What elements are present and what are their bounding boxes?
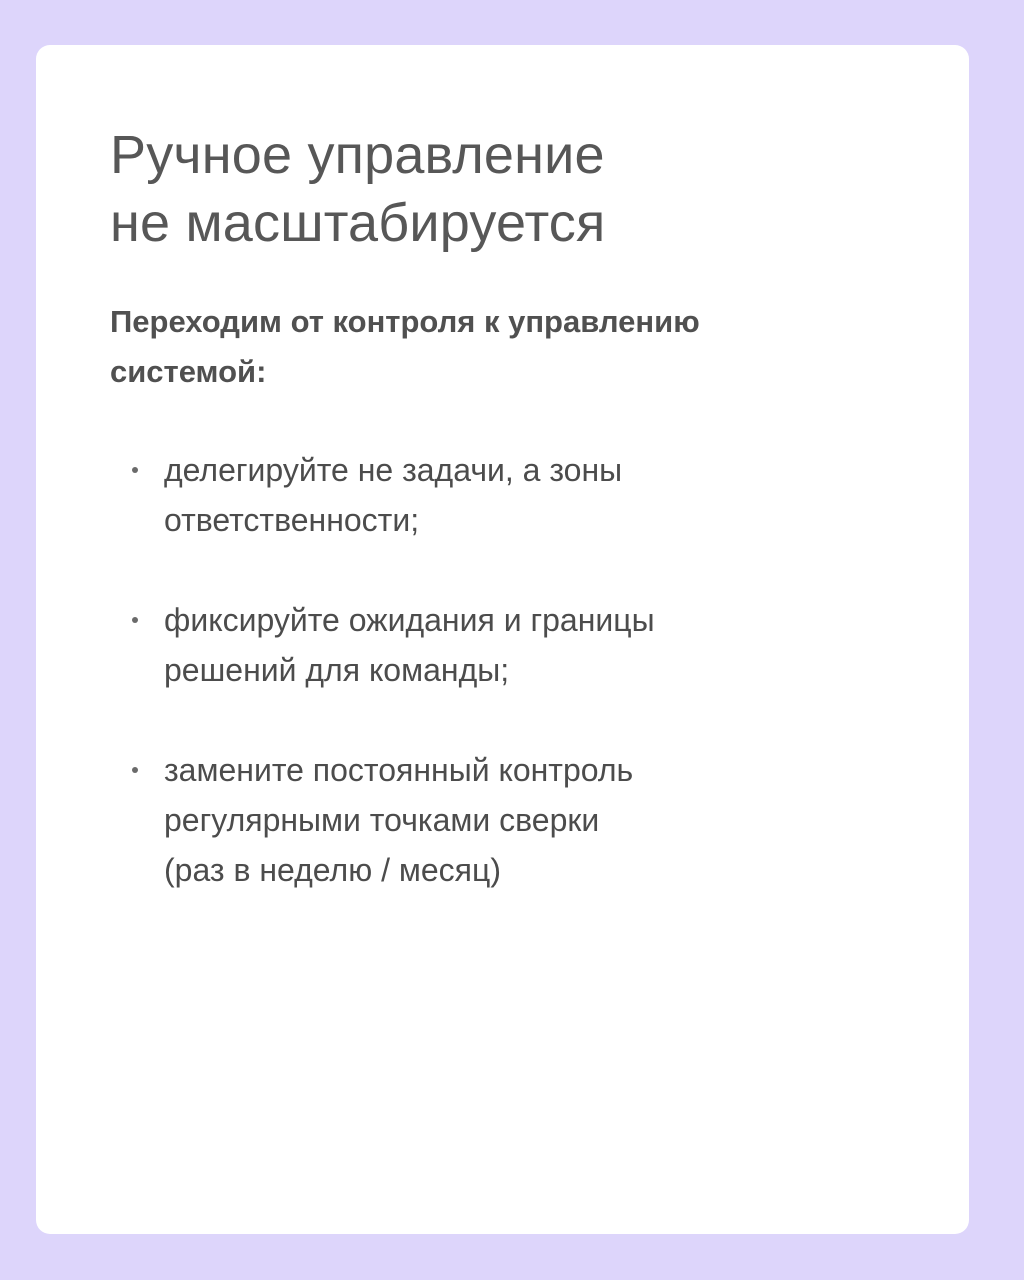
list-item-line: решений для команды; bbox=[164, 652, 510, 688]
page-title bbox=[110, 121, 605, 257]
subtitle-line-2: системой: bbox=[110, 354, 267, 389]
bullet-icon bbox=[132, 767, 138, 773]
list-item-line: делегируйте не задачи, а зоны bbox=[164, 452, 623, 488]
subtitle bbox=[110, 297, 700, 397]
list-item-line: (раз в неделю / месяц) bbox=[164, 852, 501, 888]
list-item-line: фиксируйте ожидания и границы bbox=[164, 602, 655, 638]
bullet-icon bbox=[132, 467, 138, 473]
list-item-line: ответственности; bbox=[164, 502, 420, 538]
content-card bbox=[36, 45, 969, 1234]
title-line-1: Ручное управление bbox=[110, 125, 605, 185]
bullet-icon bbox=[132, 617, 138, 623]
list-item bbox=[110, 595, 910, 695]
title-line-2: не масштабируется bbox=[110, 193, 606, 253]
subtitle-line-1: Переходим от контроля к управлению bbox=[110, 304, 700, 339]
bullet-list bbox=[110, 445, 910, 945]
list-item-line: регулярными точками сверки bbox=[164, 802, 600, 838]
list-item-line: замените постоянный контроль bbox=[164, 752, 634, 788]
list-item bbox=[110, 745, 910, 895]
list-item bbox=[110, 445, 910, 545]
